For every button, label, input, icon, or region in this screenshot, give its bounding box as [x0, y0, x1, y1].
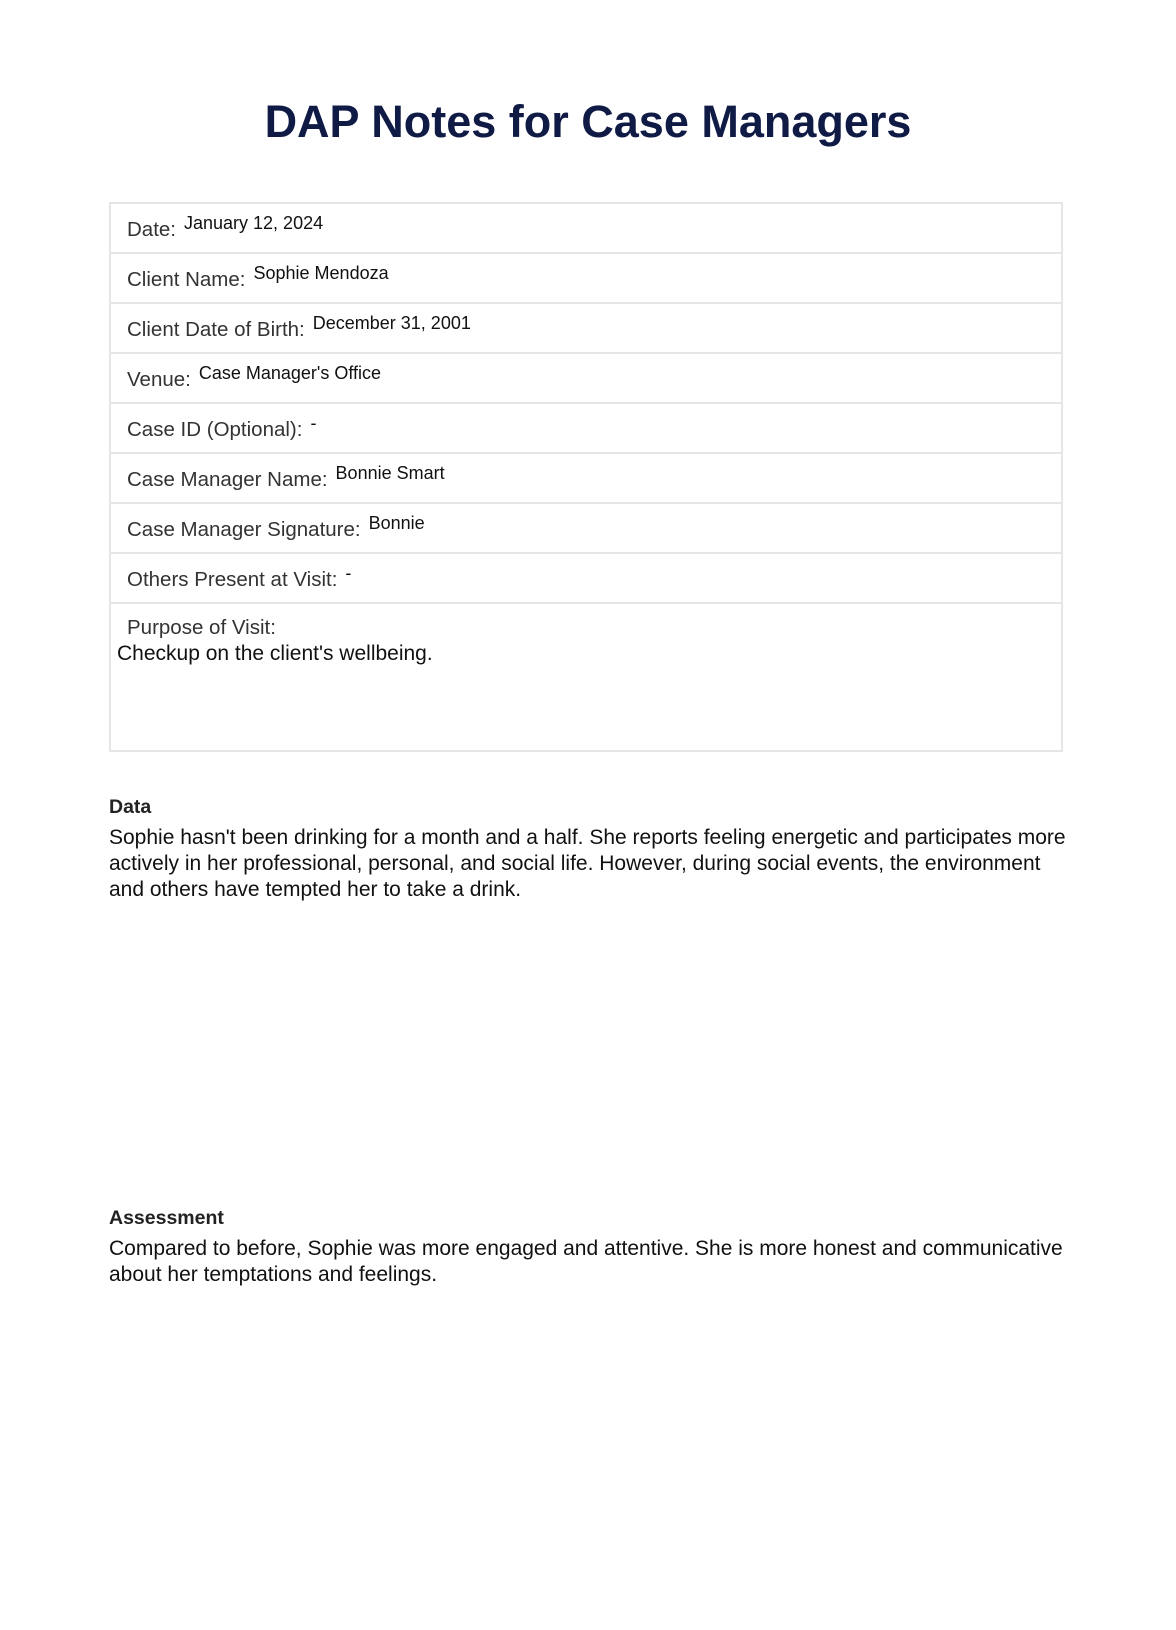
- data-text: Sophie hasn't been drinking for a month and a half. She reports feeling energetic and participates more actively in her professional, personal, and social life. However, during social events, the environment and others have tempted her to take a drink.: [109, 826, 1066, 901]
- assessment-section: [109, 1207, 1069, 1288]
- data-heading: Data: [109, 796, 152, 818]
- field-case-id: [111, 404, 1061, 454]
- field-label: Venue:: [127, 368, 191, 391]
- field-value: -: [310, 412, 317, 433]
- field-label: Case Manager Signature:: [127, 518, 361, 541]
- field-value: Sophie Mendoza: [253, 262, 389, 283]
- field-label: Date:: [127, 218, 176, 241]
- field-value: December 31, 2001: [312, 312, 471, 333]
- field-value: Checkup on the client's wellbeing.: [117, 642, 433, 665]
- field-date: [111, 204, 1061, 254]
- field-value: Case Manager's Office: [198, 362, 382, 383]
- assessment-heading: Assessment: [109, 1207, 224, 1229]
- field-label: Case Manager Name:: [127, 468, 328, 491]
- field-venue: [111, 354, 1061, 404]
- field-label: Client Date of Birth:: [127, 318, 305, 341]
- field-client-name: [111, 254, 1061, 304]
- field-value: -: [345, 562, 352, 583]
- field-label: Others Present at Visit:: [127, 568, 338, 591]
- data-section: [109, 796, 1069, 903]
- field-value: Bonnie Smart: [335, 462, 445, 483]
- field-case-manager-name: [111, 454, 1061, 504]
- field-others-present: [111, 554, 1061, 604]
- field-value: Bonnie: [368, 512, 425, 533]
- field-label: Client Name:: [127, 268, 246, 291]
- assessment-text: Compared to before, Sophie was more engaged and attentive. She is more honest and communicative about her temptations and feelings.: [109, 1237, 1063, 1286]
- field-label: Case ID (Optional):: [127, 418, 303, 441]
- field-label: Purpose of Visit:: [127, 616, 276, 639]
- visit-info-table: [109, 202, 1063, 752]
- field-case-manager-signature: [111, 504, 1061, 554]
- field-purpose-of-visit: [111, 604, 1061, 750]
- field-client-dob: [111, 304, 1061, 354]
- page-title: DAP Notes for Case Managers: [264, 96, 912, 147]
- field-value: January 12, 2024: [184, 212, 324, 233]
